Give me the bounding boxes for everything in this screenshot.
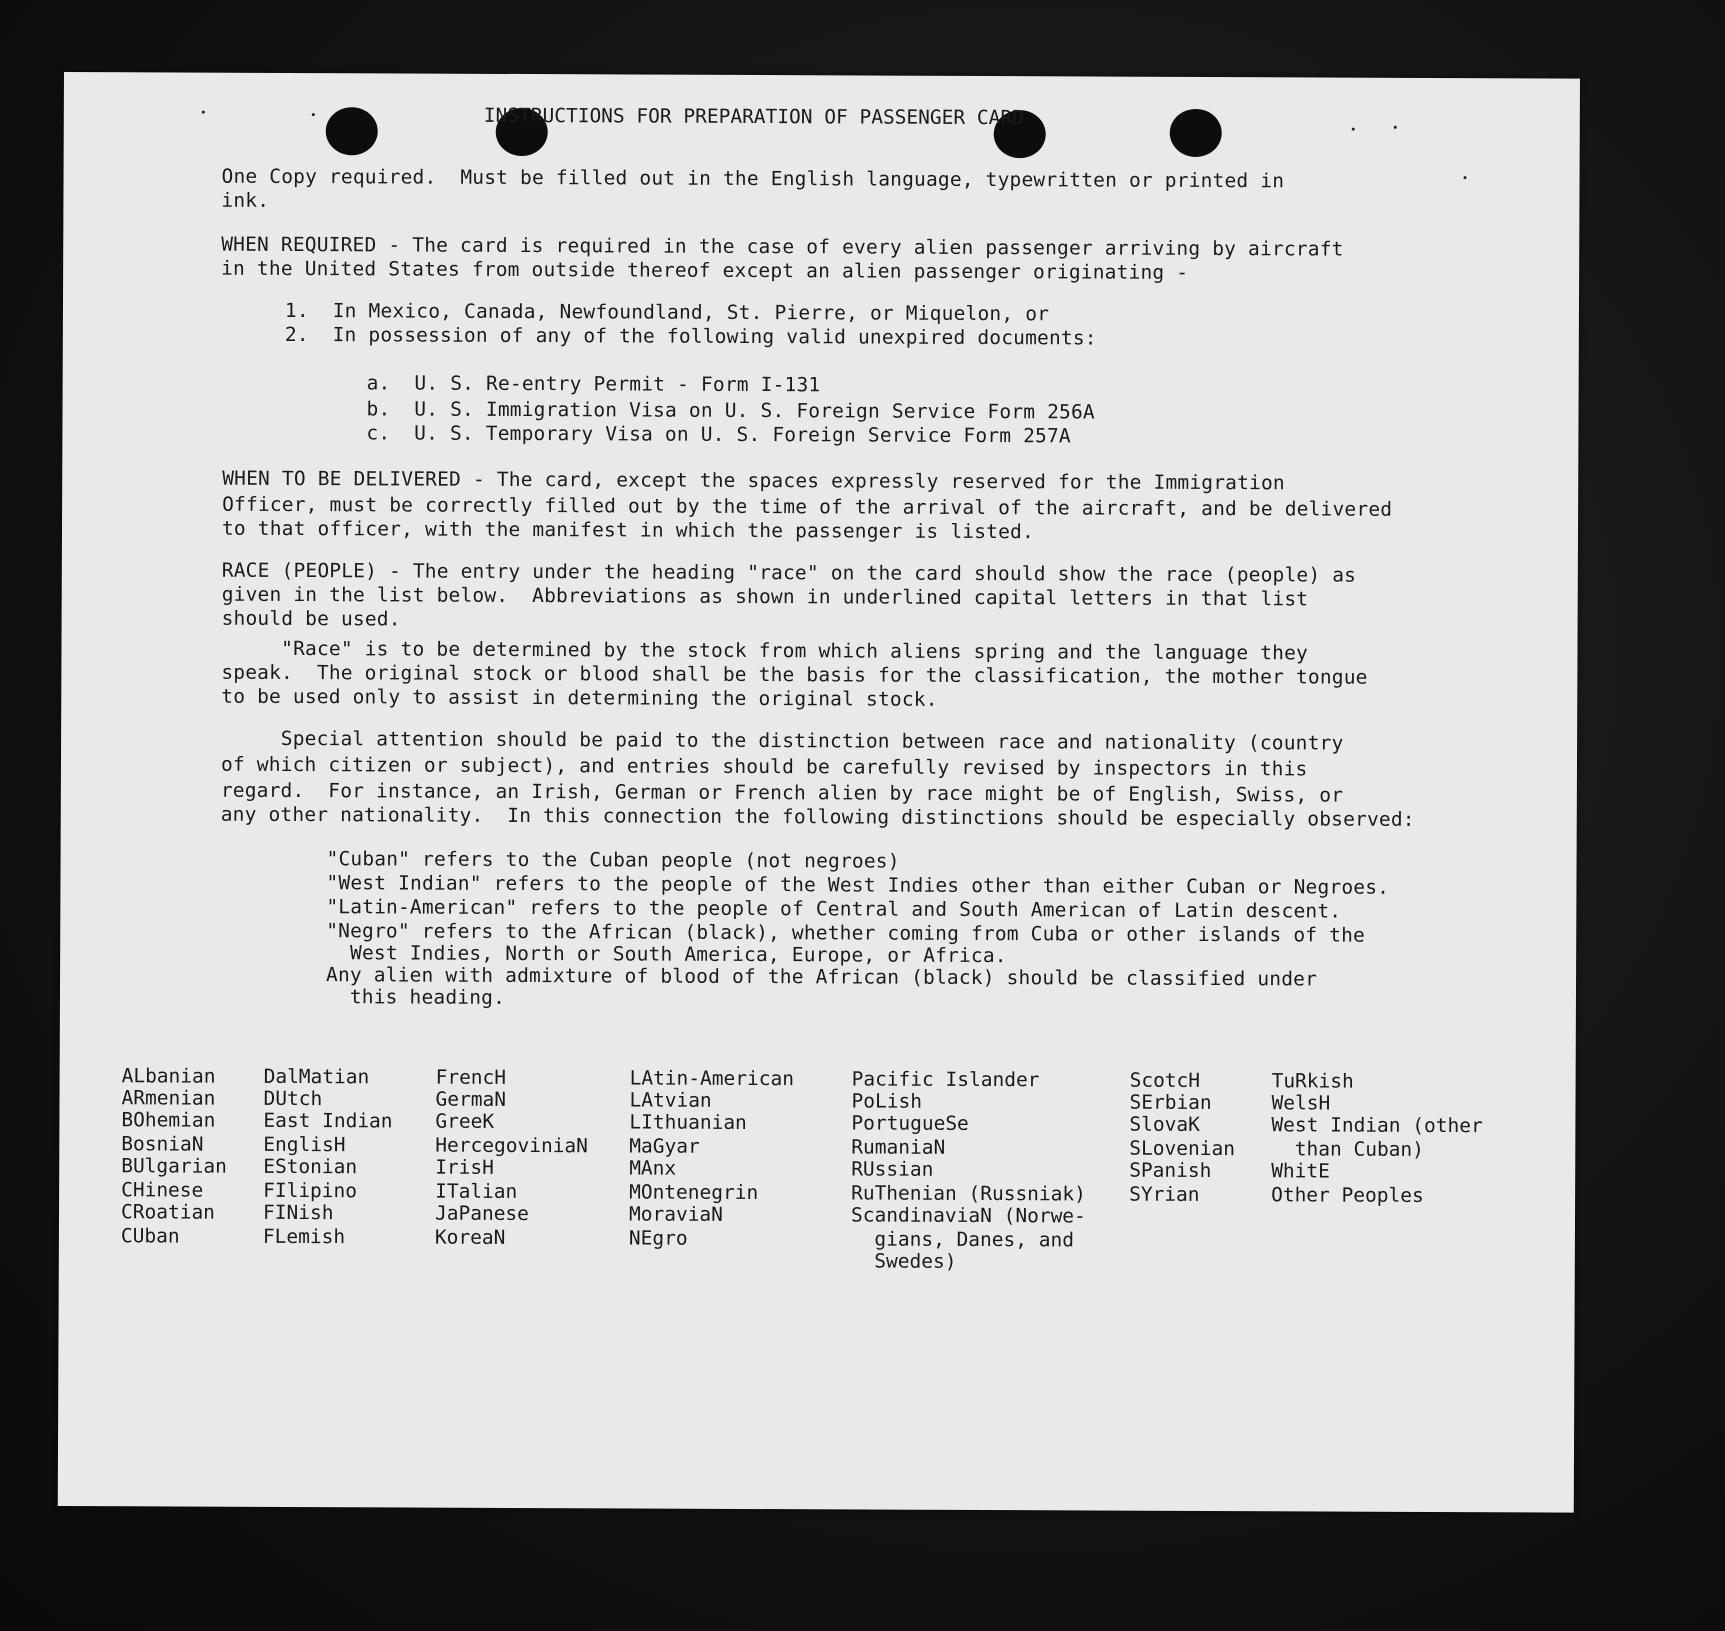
race-entry: RumaniaN <box>851 1135 946 1159</box>
race-entry: LIthuanian <box>629 1110 747 1134</box>
race-entry: PortugueSe <box>851 1111 969 1135</box>
race-entry: ITalian <box>435 1179 518 1203</box>
race-entry: BOhemian <box>121 1108 216 1132</box>
punch-hole <box>1170 109 1222 157</box>
special-attention-line: Special attention should be paid to the distinction between race and nationality (country <box>221 726 1344 755</box>
race-entry: ScotcH <box>1129 1068 1201 1092</box>
race-entry: RuThenian (Russniak) <box>851 1181 1086 1206</box>
race-entry: MAnx <box>629 1156 677 1180</box>
when-delivered-line: Officer, must be correctly filled out by the time of the arrival of the aircraft, and be delivered <box>222 492 1393 521</box>
race-entry: TuRkish <box>1271 1069 1354 1093</box>
ink-speck <box>1394 126 1397 129</box>
race-entry: LAtvian <box>629 1088 712 1112</box>
race-entry: WelsH <box>1271 1091 1331 1115</box>
punch-hole <box>326 107 378 155</box>
when-delivered-line: to that officer, with the manifest in which the passenger is listed. <box>221 516 1034 544</box>
race-entry: BUlgarian <box>121 1154 227 1178</box>
race-entry: MOntenegrin <box>629 1180 759 1205</box>
race-entry: DUtch <box>263 1086 323 1111</box>
distinction-line: Any alien with admixture of blood of the African (black) should be classified under <box>326 963 1318 991</box>
distinction-line: West Indies, North or South America, Europe, or Africa. <box>326 941 1007 968</box>
ink-speck <box>202 111 205 114</box>
race-entry: ALbanian <box>121 1064 216 1088</box>
race-entry: CUban <box>120 1224 180 1248</box>
race-entry: SErbian <box>1129 1090 1212 1115</box>
special-attention-line: any other nationality. In this connection the following distinctions should be especially observed: <box>220 802 1415 831</box>
race-entry: NEgro <box>628 1226 688 1250</box>
race-entry: IrisH <box>435 1155 494 1179</box>
race-entry: gians, Danes, and <box>850 1227 1075 1252</box>
ink-speck <box>1352 128 1355 131</box>
exception-item: 2. In possession of any of the following valid unexpired documents: <box>284 322 1097 350</box>
race-entry: PoLish <box>851 1089 923 1113</box>
race-stock-line: speak. The original stock or blood shall be the basis for the classification, the mother tongue <box>221 660 1368 689</box>
race-entry: LAtin-American <box>629 1066 795 1091</box>
race-entry: DalMatian <box>263 1064 370 1089</box>
page-title: INSTRUCTIONS FOR PREPARATION OF PASSENGER CARD <box>483 103 1024 130</box>
race-entry: ARmenian <box>121 1086 216 1110</box>
distinction-line: "Negro" refers to the African (black), whether coming from Cuba or other islands of the <box>326 919 1366 947</box>
race-entry: FIlipino <box>263 1178 358 1203</box>
race-entry: ScandinaviaN (Norwe- <box>850 1203 1086 1228</box>
document-page <box>58 72 1580 1513</box>
race-entry: Swedes) <box>850 1249 957 1273</box>
document-item: c. U. S. Temporary Visa on U. S. Foreign Service Form 257A <box>366 421 1071 448</box>
race-stock-line: "Race" is to be determined by the stock from which aliens spring and the language they <box>221 636 1309 665</box>
race-entry: East Indian <box>263 1108 393 1133</box>
ink-speck <box>1464 176 1467 179</box>
intro-line: One Copy required. Must be filled out in the English language, typewritten or printed in <box>221 164 1285 193</box>
race-entry: SYrian <box>1129 1182 1200 1206</box>
distinction-line: "Cuban" refers to the Cuban people (not negroes) <box>326 847 900 873</box>
race-entry: FINish <box>262 1200 334 1225</box>
exception-item: 1. In Mexico, Canada, Newfoundland, St. Pierre, or Miquelon, or <box>284 298 1050 326</box>
race-entry: CRoatian <box>120 1200 215 1224</box>
race-stock-line: to be used only to assist in determining the original stock. <box>221 684 938 711</box>
race-entry: Other Peoples <box>1271 1183 1424 1207</box>
race-entry: BosniaN <box>121 1132 204 1156</box>
race-entry: EStonian <box>263 1154 358 1179</box>
race-entry: GreeK <box>435 1109 495 1133</box>
race-entry: than Cuban) <box>1271 1137 1424 1161</box>
race-entry: West Indian (other <box>1271 1113 1483 1138</box>
special-attention-line: of which citizen or subject), and entries should be carefully revised by inspectors in this <box>220 752 1308 781</box>
race-entry: CHinese <box>121 1178 204 1202</box>
when-delivered-line: WHEN TO BE DELIVERED - The card, except the spaces expressly reserved for the Immigration <box>222 466 1285 495</box>
when-required-line: in the United States from outside thereof except an alien passenger originating - <box>221 256 1189 284</box>
distinction-line: "Latin-American" refers to the people of Central and South American of Latin descent. <box>326 895 1342 923</box>
race-heading-line: given in the list below. Abbreviations as shown in underlined capital letters in that list <box>221 582 1309 611</box>
race-entry: KoreaN <box>434 1225 506 1249</box>
race-entry: Pacific Islander <box>851 1067 1040 1092</box>
race-entry: SPanish <box>1129 1158 1212 1183</box>
special-attention-line: regard. For instance, an Irish, German or French alien by race might be of English, Swiss, or <box>220 778 1344 807</box>
race-entry: GermaN <box>435 1087 507 1111</box>
race-entry: RUssian <box>851 1157 934 1181</box>
race-entry: MoraviaN <box>628 1202 723 1226</box>
when-required-line: WHEN REQUIRED - The card is required in the case of every alien passenger arriving by aircraft <box>221 232 1344 261</box>
race-entry: SlovaK <box>1129 1112 1200 1136</box>
race-entry: FLemish <box>262 1224 346 1249</box>
distinction-line: this heading. <box>325 985 506 1009</box>
race-entry: SLovenian <box>1129 1136 1236 1161</box>
race-entry: MaGyar <box>629 1134 700 1158</box>
distinction-line: "West Indian" refers to the people of the West Indies other than either Cuban or Negroes. <box>326 871 1390 899</box>
race-heading-line: should be used. <box>221 606 401 631</box>
race-entry: EnglisH <box>263 1132 346 1157</box>
document-item: b. U. S. Immigration Visa on U. S. Foreign Service Form 256A <box>366 397 1095 424</box>
race-entry: FrencH <box>435 1065 507 1089</box>
race-heading-line: RACE (PEOPLE) - The entry under the heading "race" on the card should show the race (people) as <box>221 558 1357 587</box>
ink-speck <box>312 113 315 116</box>
race-entry: JaPanese <box>434 1201 529 1226</box>
intro-line: ink. <box>221 188 270 212</box>
race-entry: WhitE <box>1271 1159 1330 1183</box>
document-item: a. U. S. Re-entry Permit - Form I-131 <box>366 371 821 397</box>
race-entry: HercegoviniaN <box>435 1133 588 1158</box>
